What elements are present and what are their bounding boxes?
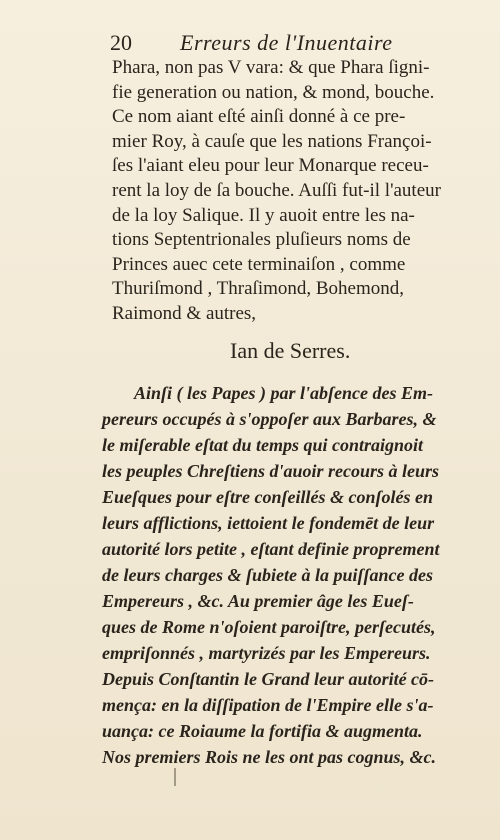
section-heading: Ian de Serres.: [230, 338, 351, 363]
text-line: mença: en la diſſipation de l'Empire elle s'a-: [102, 695, 434, 715]
text-line: Eueſques pour eſtre conſeillés & conſolés en: [102, 487, 433, 507]
quoted-paragraph: [102, 380, 472, 770]
running-title: Erreurs de l'Inuentaire: [180, 30, 393, 55]
text-line: les peuples Chreſtiens d'auoir recours à leurs: [102, 461, 440, 481]
paragraph-continuation: [112, 56, 482, 327]
text-line: empriſonnés , martyrizés par les Empereurs.: [102, 643, 431, 663]
text-line: le miſerable eſtat du temps qui contraignoit: [102, 435, 423, 455]
text-line: Phara, non pas V vara: & que Phara ſigni-: [112, 57, 430, 78]
text-line: Nos premiers Rois ne les ont pas cognus, &c.: [102, 747, 437, 767]
text-line: mier Roy, à cauſe que les nations Françoi-: [112, 130, 432, 152]
text-line: Empereurs , &c. Au premier âge les Eueſ-: [102, 591, 414, 611]
text-line: uança: ce Roiaume la fortifia & augmenta.: [102, 721, 423, 741]
text-line: fie generation ou nation, & mond, bouche.: [112, 81, 435, 103]
printer-mark: [174, 768, 176, 786]
text-line: de la loy Salique. Il y auoit entre les na-: [112, 204, 415, 226]
text-line: Depuis Conſtantin le Grand leur autorité cō-: [102, 669, 435, 689]
text-line: ſes l'aiant eleu pour leur Monarque receu-: [112, 155, 429, 177]
text-line: Thuriſmond , Thraſimond, Bohemond,: [112, 278, 405, 300]
text-line: rent la loy de ſa bouche. Auſſi fut-il l'auteur: [112, 179, 441, 201]
text-line: tions Septentrionales pluſieurs noms de: [112, 229, 411, 251]
text-line: Ce nom aiant eſté ainſi donné à ce pre-: [112, 106, 406, 128]
text-line: ques de Rome n'oſoient paroiſtre, perſecutés,: [102, 617, 436, 637]
text-line: de leurs charges & ſubiete à la puiſſance des: [102, 565, 433, 585]
text-line: pereurs occupés à s'oppoſer aux Barbares, &: [102, 409, 437, 429]
page-header: [110, 30, 470, 58]
text-line: Princes auec cete terminaiſon , comme: [112, 253, 406, 275]
text-line: autorité lors petite , eſtant definie proprement: [102, 539, 440, 559]
text-line: leurs afflictions, iettoient le fondemēt de leur: [102, 513, 435, 533]
page-number: 20: [110, 30, 132, 55]
text-line: Raimond & autres,: [112, 302, 257, 324]
text-line: Ainſi ( les Papes ) par l'abſence des Em-: [134, 383, 433, 403]
